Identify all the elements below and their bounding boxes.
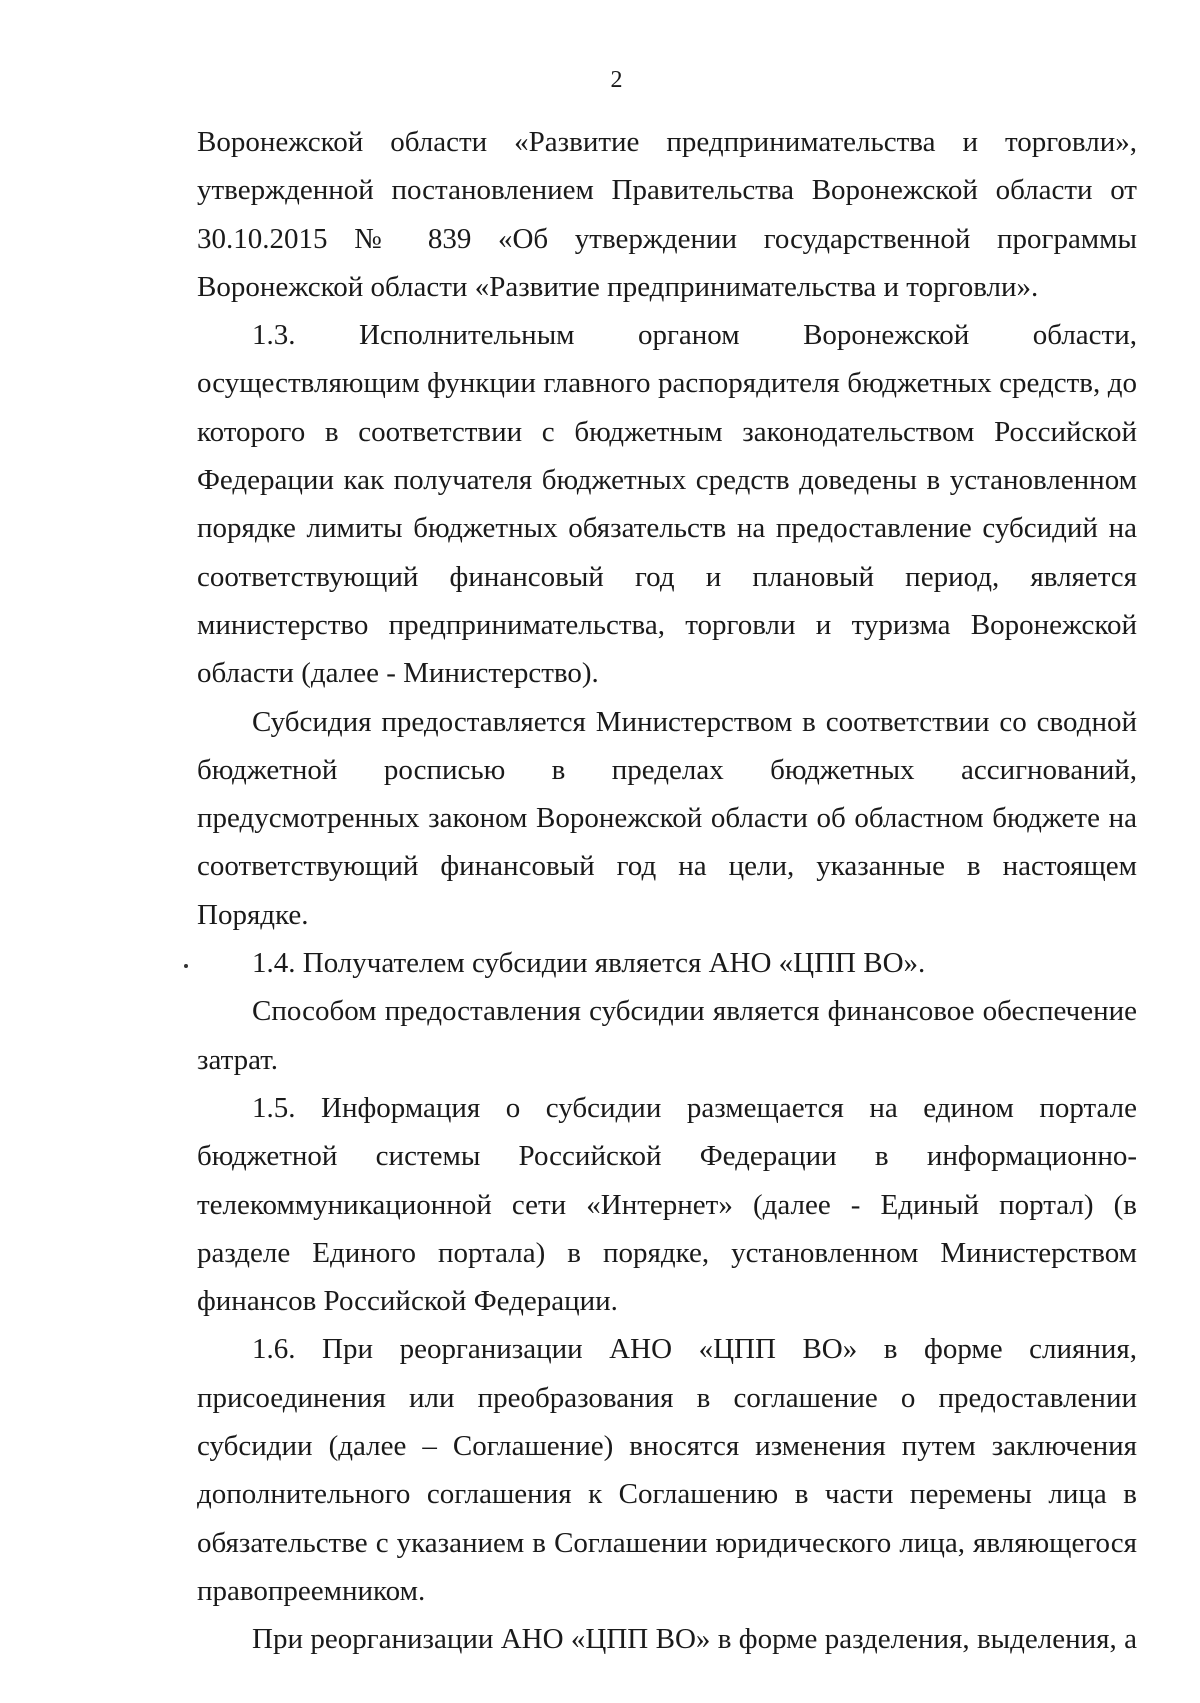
scan-mark — [184, 964, 188, 968]
paragraph-1-5: 1.5. Информация о субсидии размещается на едином портале бюджетной системы Российской Федерации в информационно-телекоммуникационной сети «Интернет» (далее - Единый портал) (в разделе Единого портала) в порядке, установленном Министерством финансов Российской Федерации. — [197, 1091, 1137, 1318]
document-body — [197, 118, 1137, 1664]
paragraph-subsidy-provision: Субсидия предоставляется Министерством в соответствии со сводной бюджетной росписью в пределах бюджетных ассигнований, предусмотренных законом Воронежской области об областном бюджете на соответствующий финансовый год на цели, указанные в настоящем Порядке. — [197, 705, 1137, 931]
paragraph-subsidy-method: Способом предоставления субсидии является финансовое обеспечение затрат. — [197, 995, 1137, 1076]
paragraph-1-3: 1.3. Исполнительным органом Воронежской области, осуществляющим функции главного распорядителя бюджетных средств, до которого в соответствии с бюджетным законодательством Российской Федерации как получателя бюджетных средств доведены в установленном порядке лимиты бюджетных обязательств на предоставление субсидий на соответствующий финансовый год и плановый период, является министерство предпринимательства, торговли и туризма Воронежской области (далее - Министерство). — [197, 319, 1137, 690]
paragraph-program-continuation: Воронежской области «Развитие предпринимательства и торговли», утвержденной постановлением Правительства Воронежской области от 30.10.2015 № 839 «Об утверждении государственной программы Воронежской области «Развитие предпринимательства и торговли». — [197, 126, 1137, 303]
paragraph-1-6: 1.6. При реорганизации АНО «ЦПП ВО» в форме слияния, присоединения или преобразования в соглашение о предоставлении субсидии (далее – Соглашение) вносятся изменения путем заключения дополнительного соглашения к Соглашению в части перемены лица в обязательстве с указанием в Соглашении юридического лица, являющегося правопреемником. — [197, 1333, 1137, 1607]
paragraph-reorganization: При реорганизации АНО «ЦПП ВО» в форме разделения, выделения, а — [252, 1623, 1137, 1656]
page-number: 2 — [610, 67, 623, 93]
paragraph-1-4: 1.4. Получателем субсидии является АНО «ЦПП ВО». — [252, 947, 926, 980]
